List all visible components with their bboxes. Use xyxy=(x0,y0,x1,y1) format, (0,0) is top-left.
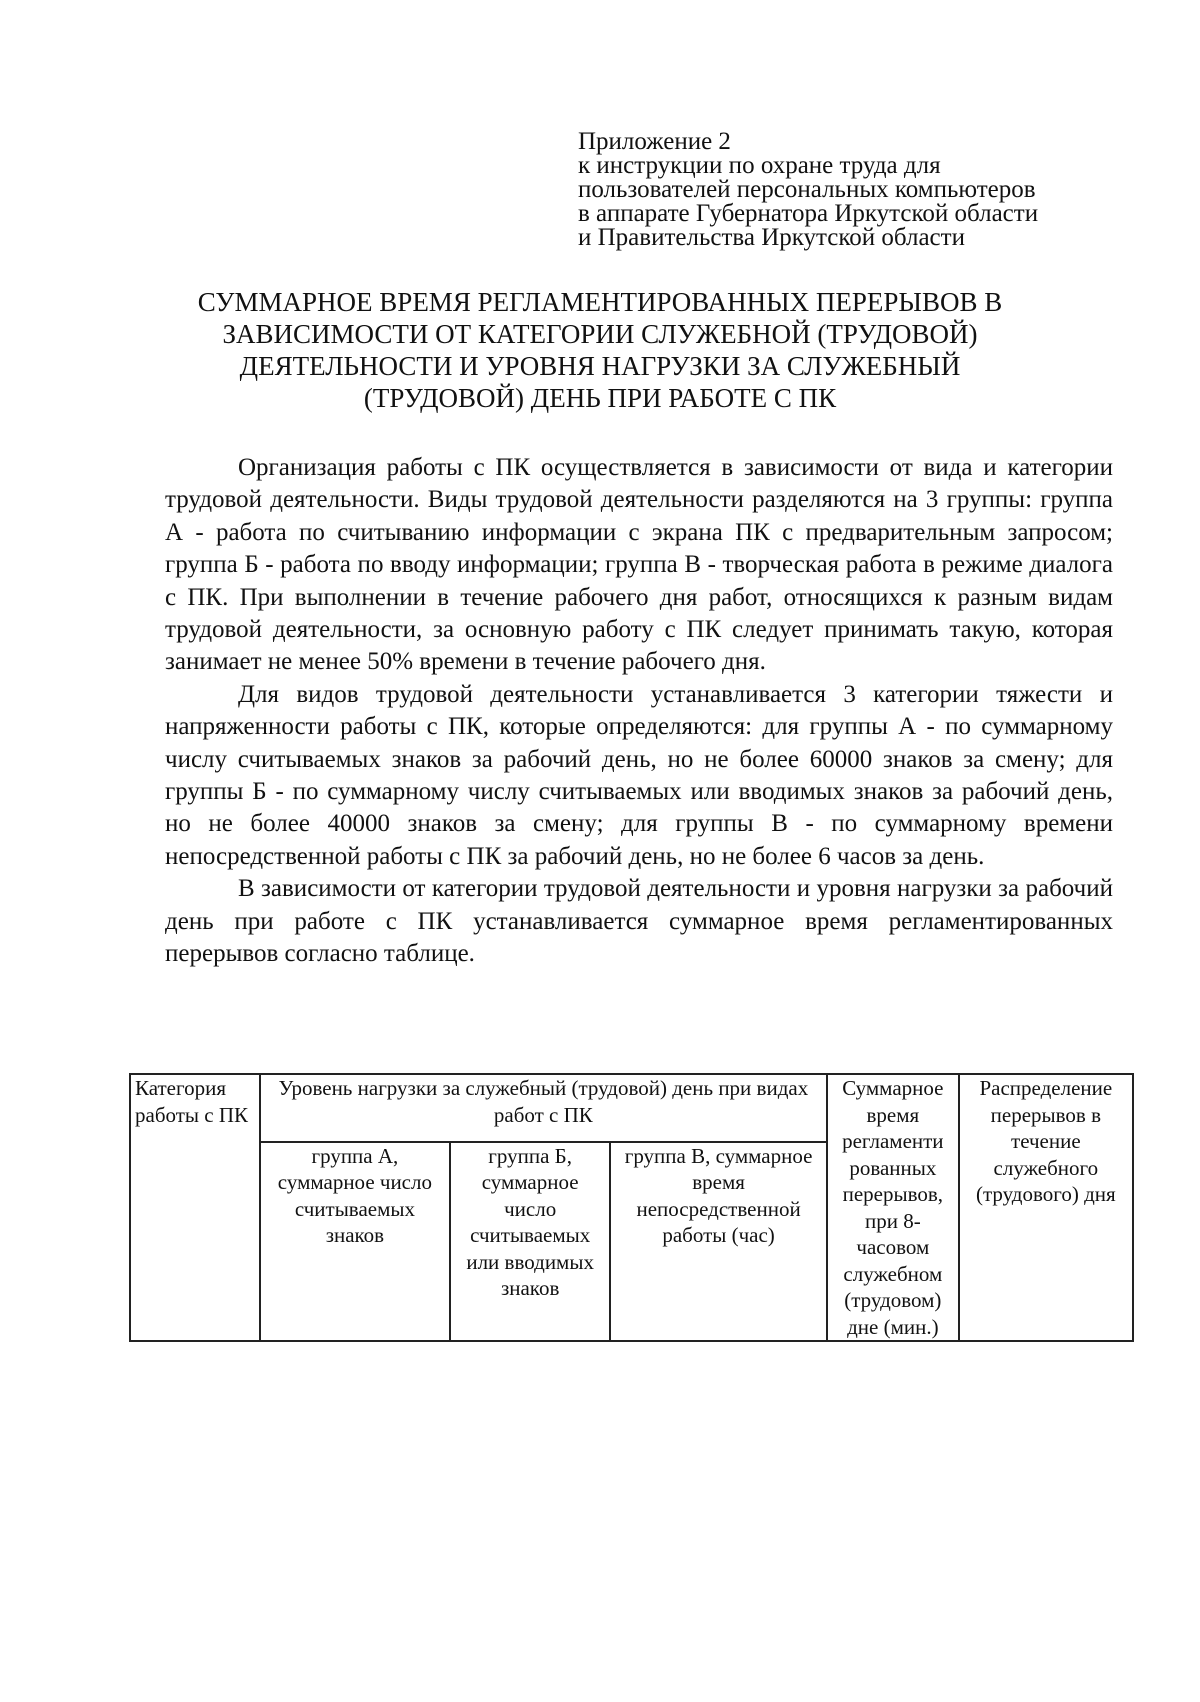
body-text xyxy=(165,452,1113,971)
table-header-row xyxy=(130,1074,1133,1142)
document-title xyxy=(160,286,1040,414)
header-break-distribution: Распределение перерывов в течение служебного (трудового) дня xyxy=(959,1074,1133,1341)
appendix-line: и Правительства Иркутской области xyxy=(578,224,965,251)
title-line: (ТРУДОВОЙ) ДЕНЬ ПРИ РАБОТЕ С ПК xyxy=(363,383,837,413)
title-line: СУММАРНОЕ ВРЕМЯ РЕГЛАМЕНТИРОВАННЫХ ПЕРЕРЫВОВ В xyxy=(197,287,1003,317)
paragraph: Для видов трудовой деятельности устанавливается 3 категории тяжести и напряженности работы с ПК, которые определяются: для группы А - по суммарному числу считываемых знаков за рабочий день, но не более 60000 знаков за смену; для группы Б - по суммарному числу считываемых или вводимых знаков за рабочий день, но не более 40000 знаков за смену; для группы В - по суммарному времени непосредственной работы с ПК за рабочий день, но не более 6 часов за день. xyxy=(165,680,1113,870)
header-group-v: группа В, суммарное время непосредственной работы (час) xyxy=(610,1142,827,1341)
title-line: ЗАВИСИМОСТИ ОТ КАТЕГОРИИ СЛУЖЕБНОЙ (ТРУДОВОЙ) xyxy=(222,319,978,349)
header-group-a: группа А, суммарное число считываемых знаков xyxy=(260,1142,450,1341)
appendix-line: к инструкции по охране труда для xyxy=(578,152,941,179)
header-total-break-time: Суммарное время регламенти рованных перерывов, при 8-часовом служебном (трудовом) дне (мин.) xyxy=(827,1074,959,1341)
appendix-header xyxy=(578,130,1138,250)
header-category: Категория работы с ПК xyxy=(130,1074,260,1341)
appendix-line: Приложение 2 xyxy=(578,128,731,155)
header-group-b: группа Б, суммарное число считываемых или вводимых знаков xyxy=(450,1142,610,1341)
title-line: ДЕЯТЕЛЬНОСТИ И УРОВНЯ НАГРУЗКИ ЗА СЛУЖЕБНЫЙ xyxy=(239,351,961,381)
paragraph: Организация работы с ПК осуществляется в зависимости от вида и категории трудовой деятельности. Виды трудовой деятельности разделяются на 3 группы: группа А - работа по считыванию информации с экрана ПК с предварительным запросом; группа Б - работа по вводу информации; группа В - творческая работа в режиме диалога с ПК. При выполнении в течение рабочего дня работ, относящихся к разным видам трудовой деятельности, за основную работу с ПК следует принимать такую, которая занимает не менее 50% времени в течение рабочего дня. xyxy=(165,454,1113,676)
appendix-line: в аппарате Губернатора Иркутской области xyxy=(578,200,1039,227)
breaks-table xyxy=(129,1073,1134,1342)
appendix-line: пользователей персональных компьютеров xyxy=(578,176,1036,203)
header-load-level: Уровень нагрузки за служебный (трудовой) день при видах работ с ПК xyxy=(260,1074,827,1142)
paragraph: В зависимости от категории трудовой деятельности и уровня нагрузки за рабочий день при работе с ПК устанавливается суммарное время регламентированных перерывов согласно таблице. xyxy=(165,875,1113,968)
